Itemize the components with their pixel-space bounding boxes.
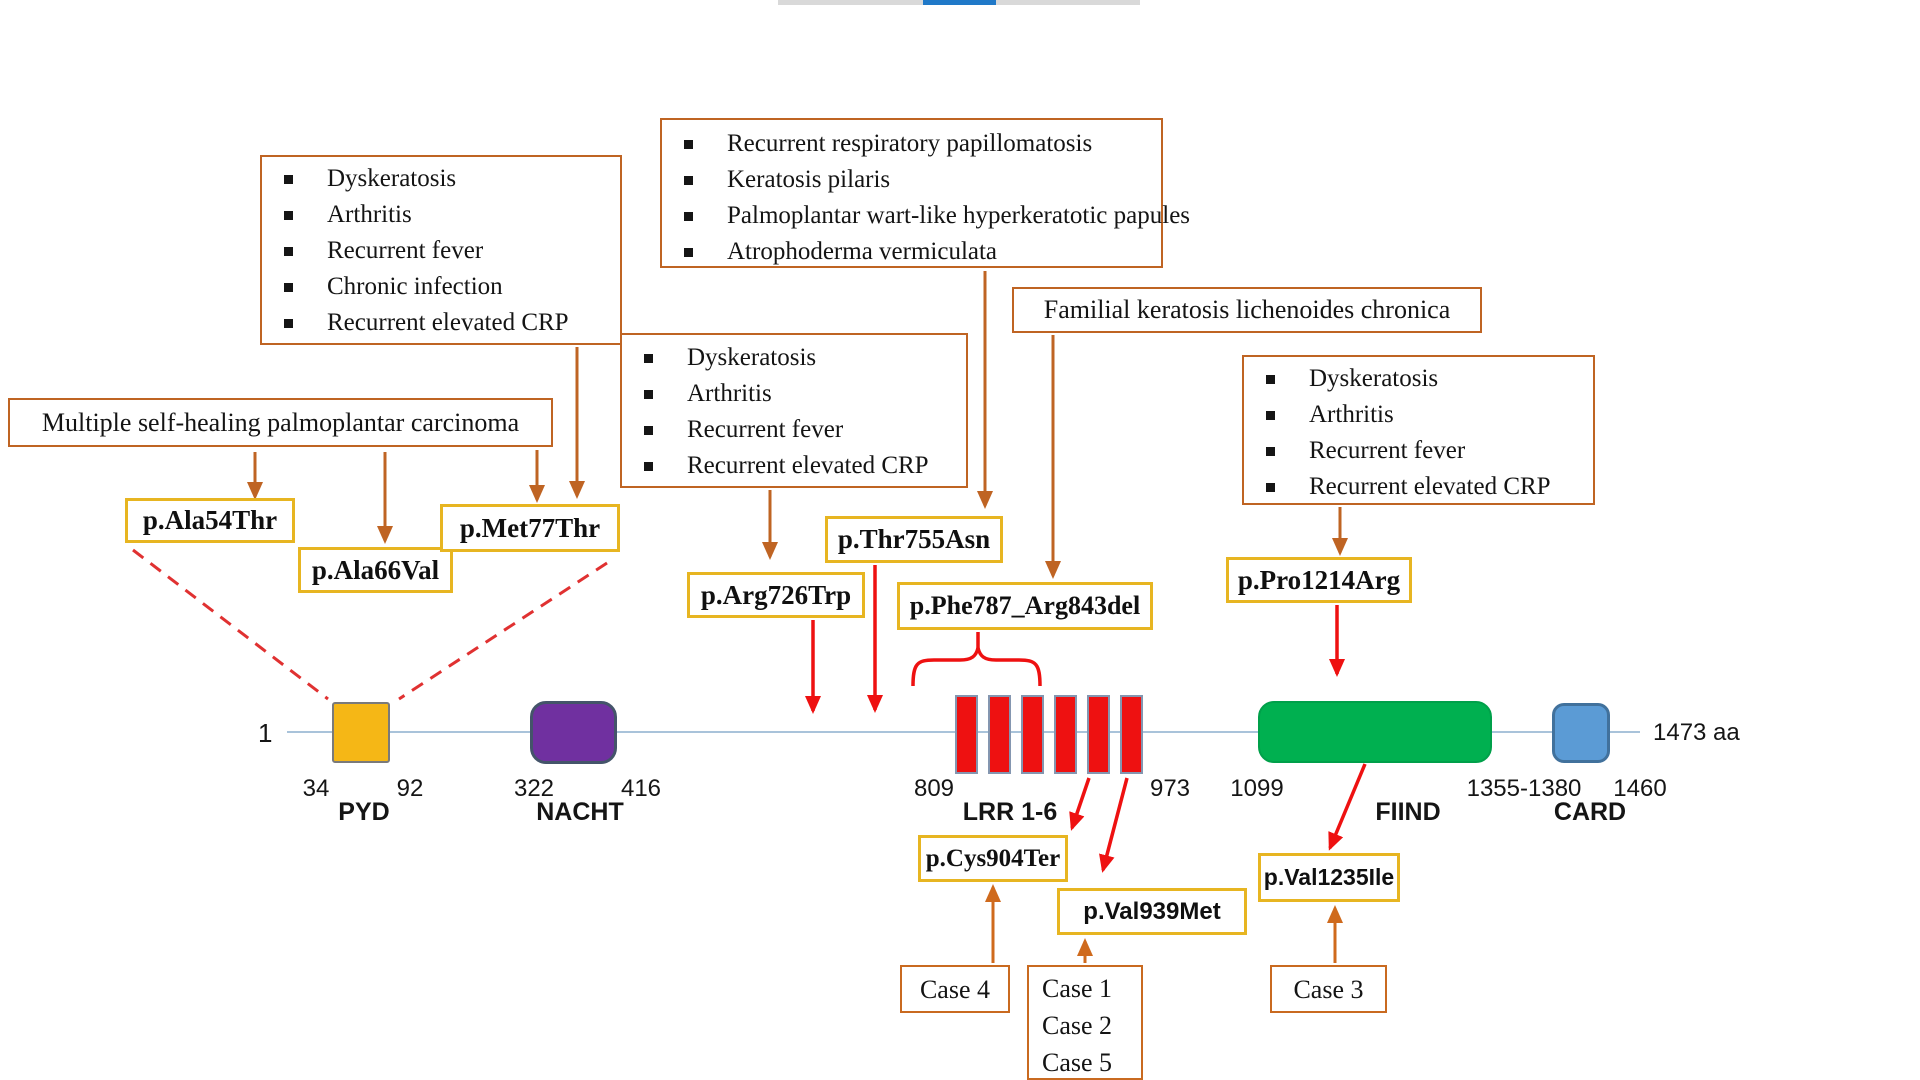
case-text: Case 2	[1042, 1011, 1113, 1040]
symptom-text: Recurrent elevated CRP	[687, 452, 929, 479]
list-item	[622, 412, 966, 448]
bullet-square-icon	[1266, 411, 1275, 420]
mutation-label-arg726trp	[687, 572, 865, 618]
bullet-square-icon	[684, 140, 693, 149]
symptom-text: Arthritis	[327, 201, 412, 228]
bullet-square-icon	[644, 462, 653, 471]
list-item	[662, 198, 1191, 234]
list-item	[262, 305, 620, 341]
position-label-lrr-start: 809	[913, 775, 955, 802]
symptom-text: Recurrent respiratory papillomatosis	[727, 130, 1093, 157]
list-item	[662, 234, 1161, 270]
mutation-text: p.Arg726Trp	[700, 579, 852, 610]
position-label-pyd-start: 34	[302, 775, 330, 802]
mutation-label-thr755asn	[825, 516, 1003, 563]
bullet-square-icon	[684, 176, 693, 185]
bullet-square-icon	[684, 212, 693, 221]
symptom-text: Atrophoderma vermiculata	[727, 238, 998, 265]
mutation-text: p.Met77Thr	[459, 512, 601, 543]
phenotype-text: Familial keratosis lichenoides chronica	[1043, 295, 1451, 324]
mutation-label-val1235ile	[1258, 853, 1400, 902]
mutation-text: p.Ala66Val	[311, 554, 440, 585]
list-item	[622, 340, 966, 376]
list-item	[262, 233, 620, 269]
clinical-box-familial	[1012, 287, 1482, 333]
domain-lrr-repeat-3	[1021, 695, 1044, 774]
domain-label-nacht: NACHT	[536, 798, 624, 826]
list-item	[262, 197, 620, 233]
mutation-label-phe787-arg843del	[897, 582, 1153, 630]
symptom-text: Recurrent elevated CRP	[327, 309, 569, 336]
position-label-nacht-end: 416	[620, 775, 662, 802]
mutation-label-ala54thr	[125, 498, 295, 543]
mutation-label-pro1214arg	[1226, 557, 1412, 603]
domain-label-lrr: LRR 1-6	[962, 798, 1058, 826]
arrow-lrr-to-val939	[1103, 778, 1127, 870]
list-item	[1244, 469, 1593, 505]
phenotype-text: Multiple self-healing palmoplantar carcinoma	[41, 407, 520, 437]
position-label-fiind-start: 1099	[1230, 775, 1284, 802]
symptom-text: Recurrent fever	[687, 416, 844, 443]
mutation-text: p.Thr755Asn	[837, 524, 991, 554]
list-item	[262, 161, 620, 197]
bullet-square-icon	[644, 390, 653, 399]
domain-lrr-repeat-1	[955, 695, 978, 774]
bullet-square-icon	[1266, 483, 1275, 492]
position-label-card-end: 1460	[1613, 775, 1667, 802]
domain-lrr-repeat-4	[1054, 695, 1077, 774]
position-label-pyd-end: 92	[396, 775, 424, 802]
bullet-square-icon	[684, 248, 693, 257]
list-item	[622, 376, 966, 412]
symptom-text: Recurrent fever	[327, 237, 484, 264]
arrow-lrr-to-cys904	[1072, 778, 1089, 828]
domain-label-card: CARD	[1553, 798, 1627, 826]
list-item	[1244, 397, 1593, 433]
bullet-square-icon	[1266, 447, 1275, 456]
bullet-square-icon	[644, 426, 653, 435]
symptom-text: Recurrent fever	[1309, 437, 1466, 464]
symptom-text: Keratosis pilaris	[727, 166, 891, 193]
mutation-label-met77thr	[440, 504, 620, 552]
symptom-text: Dyskeratosis	[687, 344, 817, 371]
list-item	[662, 126, 1161, 162]
case-text: Case 4	[919, 974, 991, 1004]
clinical-box-middle	[620, 333, 968, 488]
symptom-text: Chronic infection	[327, 273, 503, 300]
domain-label-fiind: FIIND	[1375, 798, 1441, 826]
domain-lrr-repeat-2	[988, 695, 1011, 774]
symptom-text: Arthritis	[687, 380, 772, 407]
domain-nacht	[530, 701, 617, 764]
position-label-nacht-start: 322	[513, 775, 555, 802]
domain-pyd	[332, 702, 390, 763]
arrow-fiind-to-val1235	[1330, 764, 1365, 848]
domain-fiind	[1258, 701, 1492, 763]
case-text: Case 1	[1042, 974, 1113, 1003]
backbone-end-label: 1473 aa	[1653, 719, 1740, 746]
symptom-text: Recurrent elevated CRP	[1309, 473, 1551, 500]
list-item	[622, 448, 966, 484]
domain-lrr-repeat-5	[1087, 695, 1110, 774]
bullet-square-icon	[644, 354, 653, 363]
case-box-125	[1027, 965, 1143, 1080]
case-box-3	[1270, 965, 1387, 1013]
mutation-label-val939met	[1057, 888, 1247, 935]
symptom-text: Palmoplantar wart-like hyperkeratotic papules	[727, 202, 1191, 229]
clinical-box-right	[1242, 355, 1595, 505]
mutation-text: p.Cys904Ter	[925, 844, 1061, 872]
symptom-text: Dyskeratosis	[327, 165, 457, 192]
case-text: Case 5	[1042, 1048, 1113, 1077]
case-text: Case 3	[1293, 974, 1364, 1004]
list-item	[662, 162, 1161, 198]
bullet-square-icon	[284, 247, 293, 256]
mutation-label-ala66val	[298, 547, 453, 593]
case-box-4	[900, 965, 1010, 1013]
bullet-square-icon	[284, 175, 293, 184]
bullet-square-icon	[1266, 375, 1275, 384]
list-item	[1244, 433, 1593, 469]
mutation-text: p.Phe787_Arg843del	[909, 591, 1141, 620]
bullet-square-icon	[284, 283, 293, 292]
domain-lrr-repeat-6	[1120, 695, 1143, 774]
backbone-start-label: 1	[258, 718, 273, 748]
mutation-text: p.Val939Met	[1083, 897, 1221, 925]
mutation-text: p.Ala54Thr	[142, 505, 278, 535]
position-label-fiind-end: 1355-1380	[1466, 775, 1582, 802]
symptom-text: Dyskeratosis	[1309, 365, 1439, 392]
domain-label-pyd: PYD	[338, 798, 390, 826]
bullet-square-icon	[284, 211, 293, 220]
brace-phe787-del-region	[913, 648, 1040, 686]
list-item	[262, 269, 620, 305]
symptom-text: Arthritis	[1309, 401, 1394, 428]
mutation-label-cys904ter	[918, 835, 1068, 882]
mutation-text: p.Pro1214Arg	[1237, 564, 1401, 595]
clinical-box-left	[260, 155, 622, 345]
domain-card	[1552, 703, 1610, 763]
list-item	[1244, 361, 1593, 397]
clinical-box-carcinoma	[8, 398, 553, 447]
position-label-lrr-end: 973	[1149, 775, 1191, 802]
mutation-text: p.Val1235Ile	[1263, 864, 1395, 890]
clinical-box-top	[660, 118, 1191, 268]
bullet-square-icon	[284, 319, 293, 328]
